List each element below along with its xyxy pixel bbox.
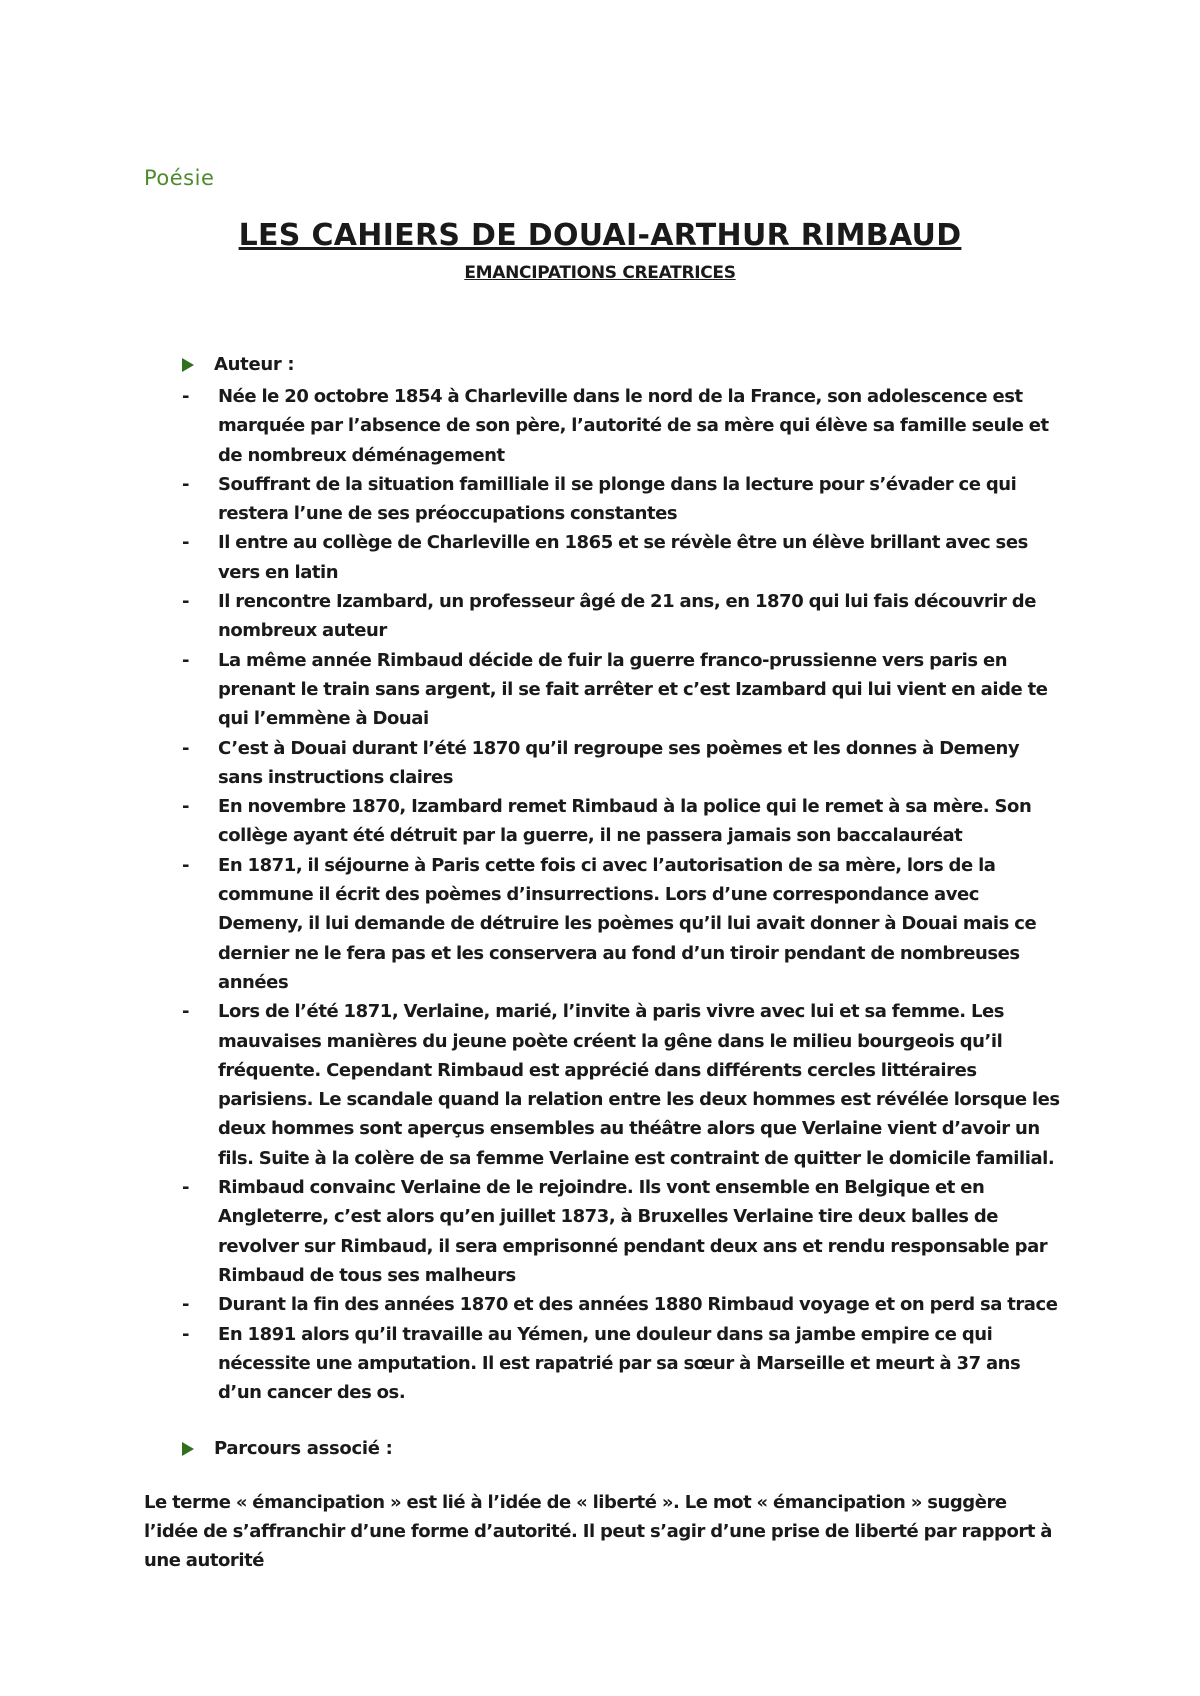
arrow-bullet-icon	[182, 358, 194, 372]
list-item	[182, 1290, 1062, 1319]
list-item-text: Née le 20 octobre 1854 à Charleville dans le nord de la France, son adolescence est marquée par l’absence de son père, l’autorité de sa mère qui élève sa famille seule et de nombreux déménagement	[218, 386, 1049, 466]
list-item-text: Rimbaud convainc Verlaine de le rejoindre. Ils vont ensemble en Belgique et en Angleterre, c’est alors qu’en juillet 1873, à Bruxelles Verlaine tire deux balles de revolver sur Rimbaud, il sera emprisonné pendant deux ans et rendu responsable par Rimbaud de tous ses malheurs	[218, 1177, 1048, 1286]
category-label: Poésie	[144, 166, 215, 190]
dash-bullet-icon: -	[182, 737, 190, 759]
list-item-text: Il rencontre Izambard, un professeur âgé de 21 ans, en 1870 qui lui fais découvrir de nombreux auteur	[218, 591, 1036, 642]
section-heading-label: Auteur :	[214, 354, 295, 375]
dash-bullet-icon: -	[182, 1001, 190, 1023]
list-item	[182, 470, 1062, 529]
list-item	[182, 587, 1062, 646]
document-title: LES CAHIERS DE DOUAI-ARTHUR RIMBAUD	[238, 218, 962, 253]
list-item	[182, 382, 1062, 470]
dash-bullet-icon: -	[182, 1294, 190, 1316]
dash-bullet-icon: -	[182, 1323, 190, 1345]
list-item	[182, 1320, 1062, 1408]
dash-bullet-icon: -	[182, 1177, 190, 1199]
parcours-paragraph: Le terme « émancipation » est lié à l’idée de « liberté ». Le mot « émancipation » suggère l’idée de s’affranchir d’une forme d’autorité. Il peut s’agir d’une prise de liberté par rapport à une autorité	[144, 1492, 1052, 1571]
list-item-text: En 1891 alors qu’il travaille au Yémen, une douleur dans sa jambe empire ce qui nécessite une amputation. Il est rapatrié par sa sœur à Marseille et meurt à 37 ans d’un cancer des os.	[218, 1323, 1021, 1404]
list-item-text: La même année Rimbaud décide de fuir la guerre franco-prussienne vers paris en prenant le train sans argent, il se fait arrêter et c’est Izambard qui lui vient en aide te qui l’emmène à Douai	[218, 649, 1048, 730]
section-heading-label: Parcours associé :	[214, 1438, 393, 1459]
list-item	[182, 997, 1062, 1173]
list-item-text: En novembre 1870, Izambard remet Rimbaud à la police qui le remet à sa mère. Son collège ayant été détruit par la guerre, il ne passera jamais son baccalauréat	[218, 796, 1032, 847]
list-item-text: C’est à Douai durant l’été 1870 qu’il regroupe ses poèmes et les donnes à Demeny sans instructions claires	[218, 737, 1020, 788]
list-item	[182, 792, 1062, 851]
list-item	[182, 851, 1062, 997]
dash-bullet-icon: -	[182, 532, 190, 554]
list-item-text: Lors de l’été 1871, Verlaine, marié, l’invite à paris vivre avec lui et sa femme. Les mauvaises manières du jeune poète créent la gêne dans le milieu bourgeois qu’il fréquente. Cependant Rimbaud est apprécié dans différents cercles littéraires parisiens. Le scandale quand la relation entre les deux hommes est révélée lorsque les deux hommes sont aperçus ensembles au théâtre alors que Verlaine vient d’avoir un fils. Suite à la colère de sa femme Verlaine est contraint de quitter le domicile familial.	[218, 1001, 1060, 1169]
list-item	[182, 734, 1062, 793]
dash-bullet-icon: -	[182, 649, 190, 671]
section-heading-auteur	[182, 354, 294, 375]
dash-bullet-icon: -	[182, 386, 190, 407]
arrow-bullet-icon	[182, 1442, 194, 1456]
list-item-text: Il entre au collège de Charleville en 1865 et se révèle être un élève brillant avec ses vers en latin	[218, 532, 1028, 583]
list-item-text: Souffrant de la situation familliale il se plonge dans la lecture pour s’évader ce qui restera l’une de ses préoccupations constantes	[218, 473, 1017, 525]
dash-bullet-icon: -	[182, 591, 190, 613]
list-item	[182, 528, 1062, 587]
list-item	[182, 646, 1062, 734]
section-heading-parcours	[182, 1438, 393, 1459]
list-item-text: En 1871, il séjourne à Paris cette fois ci avec l’autorisation de sa mère, lors de la commune il écrit des poèmes d’insurrections. Lors d’une correspondance avec Demeny, il lui demande de détruire les poèmes qu’il lui avait donner à Douai mais ce dernier ne le fera pas et les conservera au fond d’un tiroir pendant de nombreuses années	[218, 854, 1037, 993]
dash-bullet-icon: -	[182, 473, 190, 495]
dash-bullet-icon: -	[182, 796, 190, 818]
list-item-text: Durant la fin des années 1870 et des années 1880 Rimbaud voyage et on perd sa trace	[218, 1294, 1058, 1316]
biography-list	[182, 382, 1062, 1407]
document-subtitle: EMANCIPATIONS CREATRICES	[464, 263, 736, 283]
dash-bullet-icon: -	[182, 854, 190, 876]
list-item	[182, 1173, 1062, 1290]
